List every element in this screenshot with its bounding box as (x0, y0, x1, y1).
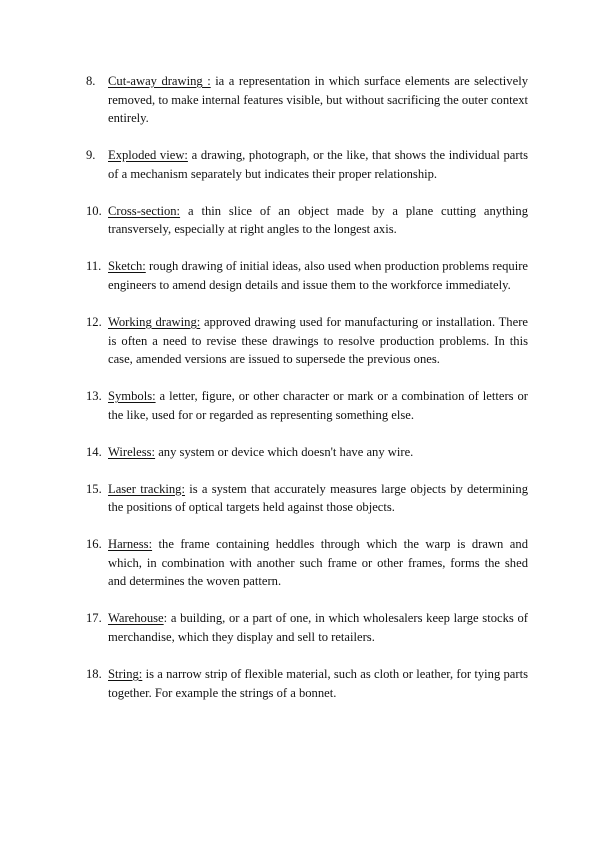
entry-number: 14. (86, 444, 102, 459)
glossary-entry (86, 146, 528, 183)
glossary-entry (86, 609, 528, 646)
entry-number: 9. (86, 148, 96, 163)
entry-term: Harness: (108, 537, 153, 552)
entry-term: String: (108, 666, 143, 681)
entry-term: Cut-away drawing : (108, 74, 211, 88)
entry-number: 12. (86, 314, 102, 329)
entry-term: Wireless: (108, 444, 156, 459)
glossary-entry (86, 535, 528, 591)
entry-definition: is a narrow strip of flexible material, such as cloth or leather, for tying parts together. For example the strings of a bonnet. (108, 666, 528, 700)
entry-term: Sketch: (108, 259, 146, 274)
entry-number: 11. (86, 259, 102, 274)
entry-term: Cross-section: (108, 203, 181, 218)
entry-definition: is a system that accurately measures large objects by determining the positions of optical targets held against those objects. (108, 481, 528, 515)
glossary-entry (86, 257, 528, 294)
entry-number: 17. (86, 611, 102, 626)
entry-number: 8. (86, 74, 96, 88)
entry-term: Laser tracking: (108, 481, 185, 496)
entry-number: 15. (86, 481, 102, 496)
entry-number: 10. (86, 203, 102, 218)
glossary-entry (86, 72, 528, 128)
entry-definition: the frame containing heddles through which the warp is drawn and which, in combination with another such frame or other frames, forms the shed and determines the woven pattern. (108, 537, 528, 589)
entry-number: 18. (86, 666, 102, 681)
entry-number: 16. (86, 537, 102, 552)
entry-term: Exploded view: (108, 148, 188, 163)
glossary-entry (86, 313, 528, 369)
entry-definition: ia a representation in which surface elements are selectively removed, to make internal features visible, but without sacrificing the outer context entirely. (108, 74, 529, 126)
glossary-entry (86, 202, 528, 239)
entry-term: Symbols: (108, 389, 156, 404)
glossary-entry (86, 665, 528, 702)
entry-term: Working drawing: (108, 314, 201, 329)
entry-definition: a drawing, photograph, or the like, that shows the individual parts of a mechanism separately but indicates their proper relationship. (108, 148, 528, 181)
glossary-entry (86, 387, 528, 424)
entry-term: Warehouse (108, 611, 164, 626)
entry-definition: approved drawing used for manufacturing or installation. There is often a need to revise these drawings to resolve production problems. In this case, amended versions are issued to supersede the previous ones. (108, 314, 528, 367)
glossary-entry (86, 480, 528, 517)
entry-definition: any system or device which doesn't have any wire. (155, 444, 414, 459)
entry-definition: rough drawing of initial ideas, also used when production problems require engineers to amend design details and issue them to the workforce immediately. (108, 259, 528, 292)
entry-number: 13. (86, 389, 102, 404)
glossary-list (86, 72, 528, 721)
entry-definition: a thin slice of an object made by a plane cutting anything transversely, especially at right angles to the longest axis. (108, 203, 528, 237)
entry-definition: a letter, figure, or other character or mark or a combination of letters or the like, used for or regarded as representing something else. (108, 389, 528, 422)
entry-definition: : a building, or a part of one, in which wholesalers keep large stocks of merchandise, which they display and sell to retailers. (108, 611, 528, 644)
glossary-entry (86, 443, 528, 462)
